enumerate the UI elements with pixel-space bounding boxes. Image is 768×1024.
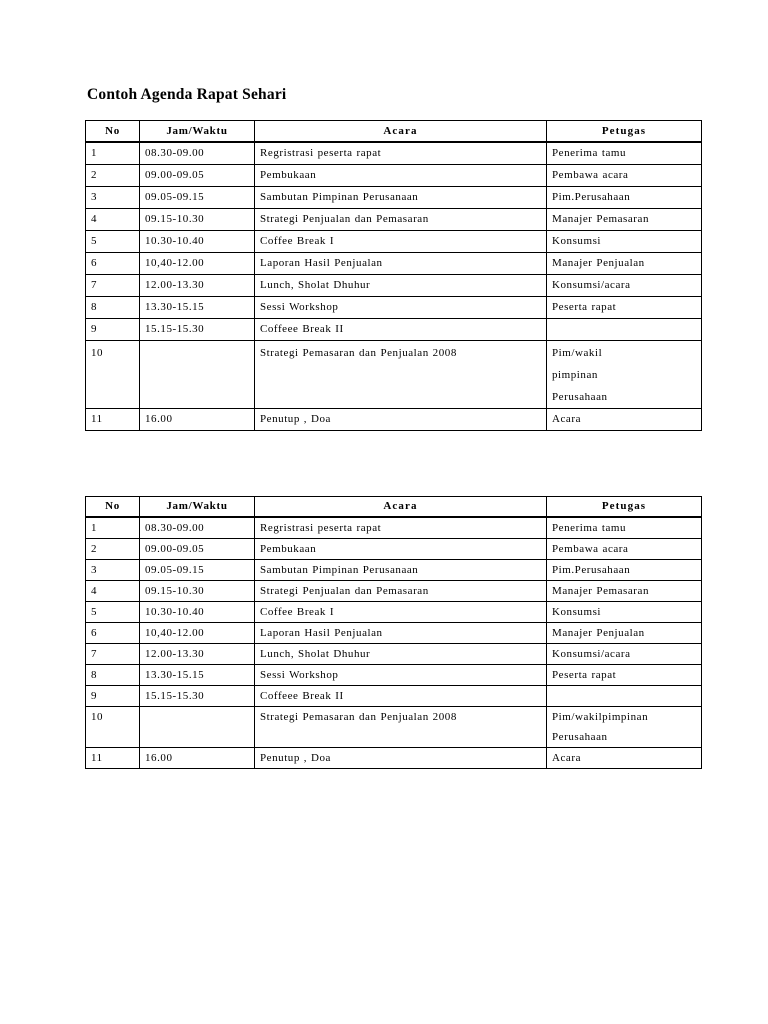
- cell-time: 12.00-13.30: [140, 275, 255, 297]
- table-row: [86, 275, 702, 297]
- cell-no: 8: [86, 297, 140, 319]
- cell-time: 08.30-09.00: [140, 142, 255, 165]
- table-row: [86, 142, 702, 165]
- cell-staff: Manajer Pemasaran: [547, 209, 702, 231]
- cell-no: 4: [86, 581, 140, 602]
- cell-time: 09.00-09.05: [140, 539, 255, 560]
- cell-no: 11: [86, 409, 140, 431]
- cell-event: Strategi Pemasaran dan Penjualan 2008: [255, 707, 547, 748]
- cell-event: Sessi Workshop: [255, 665, 547, 686]
- cell-event: Sambutan Pimpinan Perusanaan: [255, 560, 547, 581]
- table-2-body: [86, 517, 702, 769]
- column-header-no: No: [86, 121, 140, 143]
- cell-staff: Pim.Perusahaan: [547, 187, 702, 209]
- table-row: [86, 623, 702, 644]
- cell-no: 10: [86, 707, 140, 748]
- table-row: [86, 409, 702, 431]
- cell-no: 4: [86, 209, 140, 231]
- cell-no: 1: [86, 142, 140, 165]
- cell-time: 09.15-10.30: [140, 209, 255, 231]
- cell-no: 7: [86, 644, 140, 665]
- column-header-time: Jam/Waktu: [140, 121, 255, 143]
- agenda-table-2: [85, 496, 702, 769]
- cell-no: 8: [86, 665, 140, 686]
- cell-staff: [547, 707, 702, 748]
- cell-no: 10: [86, 341, 140, 409]
- table-row: [86, 319, 702, 341]
- column-header-staff: Petugas: [547, 497, 702, 518]
- cell-staff-line-2: Perusahaan: [552, 731, 608, 743]
- cell-no: 3: [86, 560, 140, 581]
- table-row: [86, 644, 702, 665]
- column-header-time: Jam/Waktu: [140, 497, 255, 518]
- cell-staff-line-1: Pim/wakil: [552, 347, 603, 359]
- cell-no: 2: [86, 539, 140, 560]
- cell-time: 16.00: [140, 748, 255, 769]
- table-row: [86, 341, 702, 409]
- cell-event: Sessi Workshop: [255, 297, 547, 319]
- cell-staff: Peserta rapat: [547, 297, 702, 319]
- table-row: [86, 231, 702, 253]
- cell-no: 6: [86, 623, 140, 644]
- table-1-header: [86, 121, 702, 143]
- cell-time: 15.15-15.30: [140, 319, 255, 341]
- cell-time: 09.05-09.15: [140, 187, 255, 209]
- cell-event: Coffeee Break II: [255, 686, 547, 707]
- cell-event: Lunch, Sholat Dhuhur: [255, 275, 547, 297]
- cell-staff: Pembawa acara: [547, 539, 702, 560]
- cell-time: 10.30-10.40: [140, 231, 255, 253]
- cell-time: 08.30-09.00: [140, 517, 255, 539]
- cell-event: Penutup , Doa: [255, 748, 547, 769]
- table-row: [86, 187, 702, 209]
- cell-no: 5: [86, 602, 140, 623]
- cell-time: 10,40-12.00: [140, 623, 255, 644]
- table-row: [86, 517, 702, 539]
- cell-event: Pembukaan: [255, 165, 547, 187]
- cell-staff: Acara: [547, 409, 702, 431]
- cell-no: 2: [86, 165, 140, 187]
- cell-no: 5: [86, 231, 140, 253]
- cell-event: Coffee Break I: [255, 231, 547, 253]
- cell-event: Sambutan Pimpinan Perusanaan: [255, 187, 547, 209]
- cell-no: 3: [86, 187, 140, 209]
- cell-event: Laporan Hasil Penjualan: [255, 253, 547, 275]
- cell-event: Regristrasi peserta rapat: [255, 142, 547, 165]
- table-1-body: [86, 142, 702, 431]
- cell-time: 09.00-09.05: [140, 165, 255, 187]
- cell-staff: Pim.Perusahaan: [547, 560, 702, 581]
- table-header-row: [86, 497, 702, 518]
- cell-staff: Konsumsi/acara: [547, 644, 702, 665]
- cell-time: 13.30-15.15: [140, 297, 255, 319]
- cell-time: 09.05-09.15: [140, 560, 255, 581]
- cell-event: Coffee Break I: [255, 602, 547, 623]
- cell-staff: Manajer Penjualan: [547, 623, 702, 644]
- table-row: [86, 560, 702, 581]
- column-header-no: No: [86, 497, 140, 518]
- page-title: Contoh Agenda Rapat Sehari: [87, 86, 287, 103]
- cell-event: Lunch, Sholat Dhuhur: [255, 644, 547, 665]
- cell-time: 16.00: [140, 409, 255, 431]
- column-header-event: Acara: [255, 497, 547, 518]
- cell-no: 6: [86, 253, 140, 275]
- column-header-staff: Petugas: [547, 121, 702, 143]
- table-row: [86, 253, 702, 275]
- cell-no: 9: [86, 319, 140, 341]
- cell-staff: Peserta rapat: [547, 665, 702, 686]
- table-2-header: [86, 497, 702, 518]
- cell-time: 09.15-10.30: [140, 581, 255, 602]
- cell-event: Strategi Penjualan dan Pemasaran: [255, 581, 547, 602]
- table-row: [86, 665, 702, 686]
- table-row: [86, 686, 702, 707]
- table-row: [86, 209, 702, 231]
- cell-staff: [547, 319, 702, 341]
- table-row: [86, 748, 702, 769]
- table-row: [86, 165, 702, 187]
- cell-staff-line-3: Perusahaan: [552, 391, 608, 403]
- cell-no: 11: [86, 748, 140, 769]
- cell-time: 10.30-10.40: [140, 602, 255, 623]
- cell-staff-line-1: Pim/wakilpimpinan: [552, 711, 649, 723]
- cell-event: Pembukaan: [255, 539, 547, 560]
- cell-no: 1: [86, 517, 140, 539]
- column-header-event: Acara: [255, 121, 547, 143]
- cell-time: 15.15-15.30: [140, 686, 255, 707]
- cell-no: 9: [86, 686, 140, 707]
- cell-event: Laporan Hasil Penjualan: [255, 623, 547, 644]
- cell-time: [140, 341, 255, 409]
- cell-event: Strategi Pemasaran dan Penjualan 2008: [255, 341, 547, 409]
- cell-time: 13.30-15.15: [140, 665, 255, 686]
- table-header-row: [86, 121, 702, 143]
- table-row: [86, 602, 702, 623]
- cell-event: Coffeee Break II: [255, 319, 547, 341]
- cell-staff: Acara: [547, 748, 702, 769]
- cell-staff: Manajer Penjualan: [547, 253, 702, 275]
- cell-staff: Konsumsi: [547, 231, 702, 253]
- cell-no: 7: [86, 275, 140, 297]
- cell-staff: Manajer Pemasaran: [547, 581, 702, 602]
- cell-staff: [547, 686, 702, 707]
- cell-staff: [547, 341, 702, 409]
- cell-staff: Penerima tamu: [547, 517, 702, 539]
- agenda-table-1: [85, 120, 702, 431]
- cell-event: Regristrasi peserta rapat: [255, 517, 547, 539]
- cell-event: Penutup , Doa: [255, 409, 547, 431]
- cell-staff-line-2: pimpinan: [552, 369, 598, 381]
- cell-event: Strategi Penjualan dan Pemasaran: [255, 209, 547, 231]
- table-row: [86, 539, 702, 560]
- cell-time: 12.00-13.30: [140, 644, 255, 665]
- cell-staff: Konsumsi/acara: [547, 275, 702, 297]
- table-row: [86, 581, 702, 602]
- table-row: [86, 297, 702, 319]
- cell-staff: Penerima tamu: [547, 142, 702, 165]
- cell-staff: Konsumsi: [547, 602, 702, 623]
- table-row: [86, 707, 702, 748]
- cell-time: 10,40-12.00: [140, 253, 255, 275]
- cell-time: [140, 707, 255, 748]
- cell-staff: Pembawa acara: [547, 165, 702, 187]
